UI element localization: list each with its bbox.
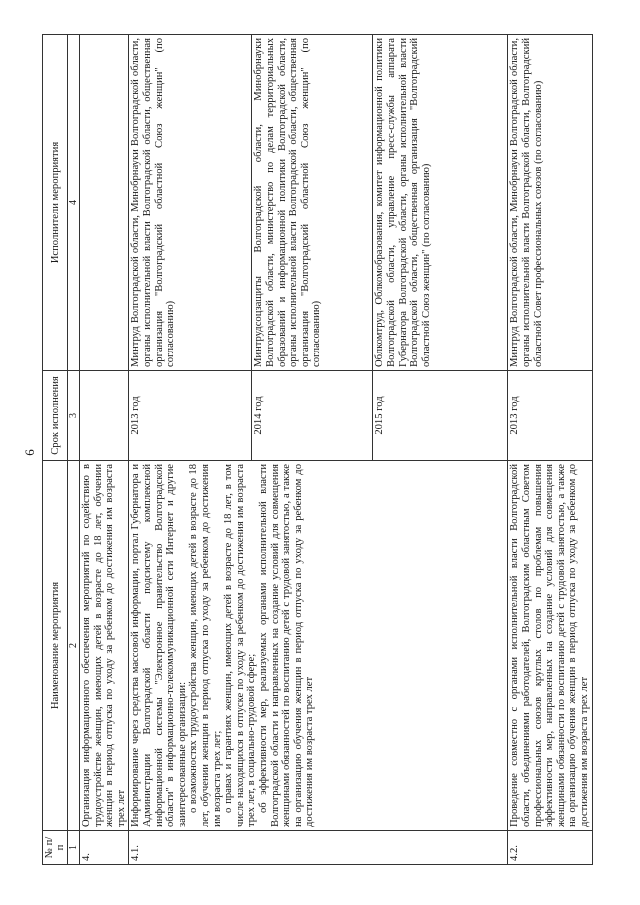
- measure-paragraph: Информирование через средства массовой информации, портал Губернатора и Администрации Волгоградской области подсистему комплексной информационной системы "Электронное правительство Волгоградской области" в информационно-телекоммуникационной сети Интернет и другие заинтересованные организации:: [130, 464, 188, 827]
- measure-executors: [80, 35, 129, 371]
- measure-term: 2015 год: [373, 371, 508, 461]
- table-row: [129, 35, 252, 865]
- measure-term: 2014 год: [252, 371, 373, 461]
- column-number: 1: [68, 831, 80, 865]
- measure-paragraph: о правах и гарантиях женщин, имеющих детей в возрасте до 18 лет, в том числе находящихся в отпуске по уходу за ребенком до достижения им возраста трех лет, в социально-трудовой сфере;: [223, 464, 258, 827]
- measure-name: [129, 461, 508, 831]
- measure-paragraph: Проведение совместно с органами исполнительной власти Волгоградской области, объединениями работодателей, Волгоградским областным Советом профессиональных союзов круглых столов по проблемам повышения эффективности мер, направленных на создание условий для совмещения женщинами обязанности по воспитанию детей с трудовой занятостью, а также на организацию обучения женщин в период отпуска по уходу за ребенком до достижения им возраста трех лет: [509, 464, 590, 827]
- column-number: 3: [68, 371, 80, 461]
- header-term: Срок исполнения: [43, 371, 68, 461]
- measures-table: [42, 34, 593, 865]
- table-header-row: [43, 35, 68, 865]
- measure-executors: Облкомтруд, Облкомобразования, комитет информационной политики Волгоградской области, управление пресс-службы аппарата Губернатора Волгоградской области, органы исполнительной власти Волгоградской области, общественная организация "Волгоградский областной Союз женщин" (по согласованию): [373, 35, 508, 371]
- measure-name: [508, 461, 592, 831]
- header-num: № п/п: [43, 831, 68, 865]
- measure-term: [80, 371, 129, 461]
- table-row: [508, 35, 592, 865]
- measure-term: 2013 год: [508, 371, 592, 461]
- table-row: [80, 35, 129, 865]
- row-number: 4.1.: [129, 831, 508, 865]
- measure-name: [80, 461, 129, 831]
- header-exec: Исполнители мероприятия: [43, 35, 68, 371]
- measure-executors: Минтруд Волгоградской области, Минобрнауки Волгоградской области, органы исполнительной власти Волгоградской области, Волгоградский областной Совет профессиональных союзов (по согласованию): [508, 35, 592, 371]
- header-name: Наименование мероприятия: [43, 461, 68, 831]
- measure-paragraph: Организация информационного обеспечения мероприятий по содействию в трудоустройстве женщин, имеющих детей в возрасте до 18 лет, обучении женщин в период отпуска по уходу за ребенком до достижения им возраста трех лет: [81, 464, 127, 827]
- measure-paragraph: о возможностях трудоустройства женщин, имеющих детей в возрасте до 18 лет, обучении женщин в период отпуска по уходу за ребенком до достижения им возраста трех лет;: [188, 464, 223, 827]
- measure-executors: Минтрудсоцзащиты Волгоградской области, Минобрнауки Волгоградской области, министерство по делам территориальных образований и информационной политики Волгоградской области, органы исполнительной власти Волгоградской области, общественная организация "Волгоградский областной Союз женщин" (по согласованию): [252, 35, 373, 371]
- column-number-row: [68, 35, 80, 865]
- row-number: 4.: [80, 831, 129, 865]
- measure-paragraph: об эффективности мер, реализуемых органами исполнительной власти Волгоградской области и направленных на создание условий для совмещения женщинами обязанностей по воспитанию детей с трудовой занятостью, а также на организацию обучения женщин в период отпуска по уходу за ребенком до достижения им возраста трех лет: [257, 464, 316, 827]
- measure-executors: Минтруд Волгоградской области, Минобрнауки Волгоградской области, органы исполнительной власти Волгоградской области, общественная организация "Волгоградский областной Союз женщин" (по согласованию): [129, 35, 252, 371]
- page-number: 6: [22, 449, 37, 456]
- column-number: 4: [68, 35, 80, 371]
- column-number: 2: [68, 461, 80, 831]
- row-number: 4.2.: [508, 831, 592, 865]
- measure-term: 2013 год: [129, 371, 252, 461]
